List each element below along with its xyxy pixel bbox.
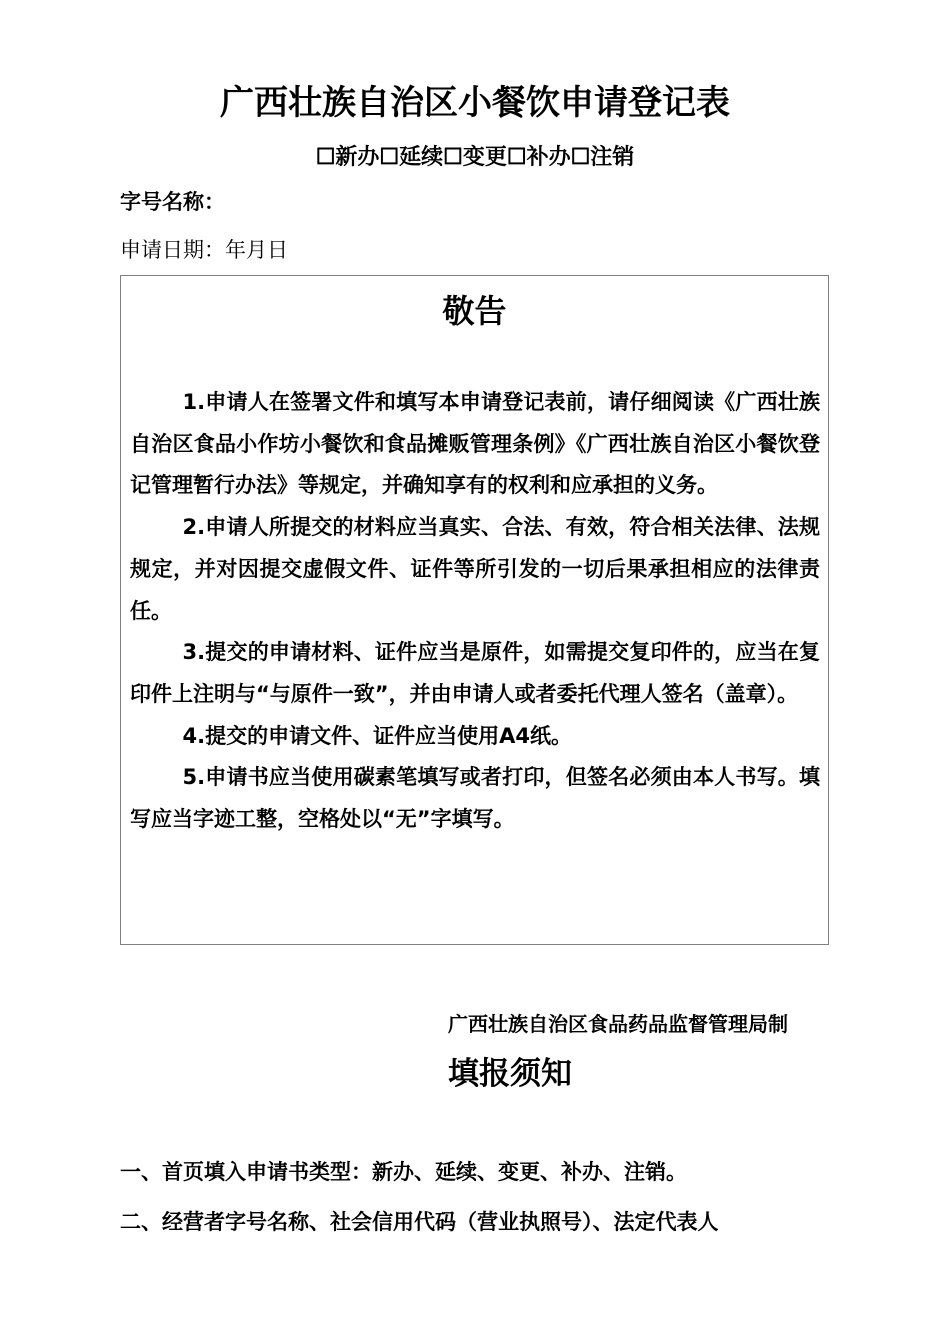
notice-item: 5.申请书应当使用碳素笔填写或者打印，但签名必须由本人书写。填写应当字迹工整，空格处以“无”字填写。 (130, 765, 820, 832)
issuing-authority: 广西壮族自治区食品药品监督管理局制 (448, 1012, 788, 1036)
form-title: 广西壮族自治区小餐饮申请登记表 (220, 83, 730, 123)
notice-box (120, 275, 829, 945)
application-type-options: ☐新办☐延续☐变更☐补办☐注销 (315, 144, 635, 170)
notice-item: 3.提交的申请材料、证件应当是原件，如需提交复印件的，应当在复印件上注明与“与原件一致”，并由申请人或者委托代理人签名（盖章）。 (130, 640, 820, 706)
notice-title: 敬告 (442, 292, 507, 330)
instructions-title: 填报须知 (448, 1056, 572, 1092)
application-date-field-label: 申请日期：年月日 (120, 238, 288, 262)
instruction-item: 二、经营者字号名称、社会信用代码（营业执照号）、法定代表人 (120, 1210, 719, 1234)
instruction-item: 一、首页填入申请书类型：新办、延续、变更、补办、注销。 (120, 1160, 687, 1184)
notice-item: 4.提交的申请文件、证件应当使用A4纸。 (182, 723, 572, 748)
notice-body (130, 382, 820, 841)
business-name-field-label: 字号名称： (120, 190, 225, 214)
notice-item: 1.申请人在签署文件和填写本申请登记表前，请仔细阅读《广西壮族自治区食品小作坊小餐饮和食品摊贩管理条例》《广西壮族自治区小餐饮登记管理暂行办法》等规定，并确知享有的权利和应承担的义务。 (130, 390, 820, 498)
notice-item: 2.申请人所提交的材料应当真实、合法、有效，符合相关法律、法规规定，并对因提交虚假文件、证件等所引发的一切后果承担相应的法律责任。 (130, 515, 820, 623)
